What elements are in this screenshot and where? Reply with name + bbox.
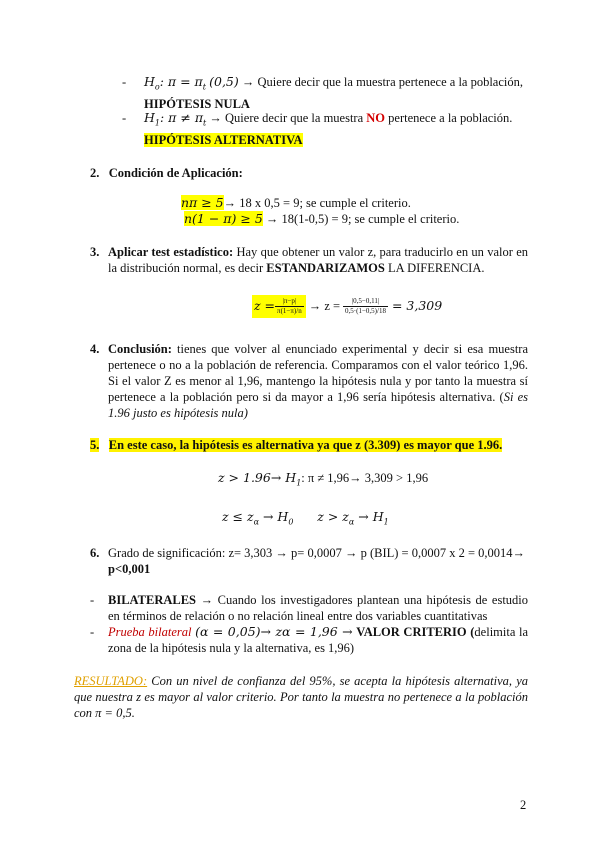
h0-name: HIPÓTESIS NULA — [144, 96, 250, 111]
equation-decision: $z \le z_\alpha \to H_0$ $z > z_\alpha \to H_1$ — [222, 509, 389, 527]
null-hypothesis: - $H_o$: $\pi = \pi_t$ (0,5) → Quiere decir que la muestra pertenece a la población, HIPÓTESIS NULA — [122, 74, 528, 112]
bullet: - — [122, 111, 127, 125]
bilaterales-item: - BILATERALES → Cuando los investigadores plantean una hipótesis de estudio en términos de relación o no relación lineal entre dos variables cuantitativas — [90, 593, 529, 623]
h1-name: HIPÓTESIS ALTERNATIVA — [144, 132, 303, 147]
z-formula: z = $\frac{|\pi-p|}{\pi(1-\pi)/n}$ → z = $\frac{|0,5-0,11|}{0,5\cdot(1-0,5)/18}$ = 3,309 — [252, 289, 442, 323]
alt-hypothesis: - $H_1$: $\pi \ne \pi_t$ → Quiere decir que la muestra NO pertenece a la población. HIPÓTESIS ALTERNATIVA — [122, 110, 513, 147]
condition-line-2: n(1 − π) ≥ 5 → 18(1-0,5) = 9; se cumple el criterio. — [184, 211, 460, 226]
no-emphasis: NO — [366, 111, 386, 125]
resultado: RESULTADO: Con un nivel de confianza del 95%, se acepta la hipótesis alternativa, ya que nuestra z es mayor al valor criterio. Por tanto la muestra no pertenece a la población con π = 0,5. — [74, 674, 528, 720]
section-3: 3. Aplicar test estadístico: Hay que obtener un valor z, para traducirlo en un valor en la distribución normal, es decir ESTANDARIZAMOS LA DIFERENCIA. — [90, 245, 529, 275]
section-2-heading: 2. Condición de Aplicación: — [90, 166, 243, 180]
equation-z-gt: $z > 1.96\to H_1$: π ≠ 1,96→ 3,309 > 1,96 — [218, 470, 429, 488]
bullet: - — [122, 75, 127, 89]
section-6: 6. Grado de significación: z= 3,303 → p= 0,0007 → p (BIL) = 0,0007 x 2 = 0,0014→ p<0,001 — [90, 546, 526, 576]
h0-description: → Quiere decir que la muestra pertenece a la población, — [241, 75, 524, 89]
h0-label: $H_o$ — [144, 74, 160, 92]
page-number: 2 — [520, 798, 527, 812]
section-5: 5. En este caso, la hipótesis es alternativa ya que z (3.309) es mayor que 1.96. — [90, 438, 503, 452]
condition-line-1: nπ ≥ 5→ 18 x 0,5 = 9; se cumple el criterio. — [181, 195, 411, 210]
section-4: 4. Conclusión: tienes que volver al enunciado experimental y decir si esa muestra pertenece o no a la población de referencia. Comparamos con el valor teórico 1,96. Si el valor Z es menor al 1,96, mantengo la hipótesis nula y por tanto la muestra sí pertenece a la población pero si da mayor a 1,96 sería hipótesis alternativa. (Si es 1.96 justo es hipótesis nula) — [90, 342, 529, 420]
prueba-bilateral-item: - Prueba bilateral (α = 0,05)→ zα = 1,96 → VALOR CRITERIO (delimita la zona de la hipótesis nula y la alternativa, es 1,96) — [90, 624, 529, 655]
resultado-label: RESULTADO: — [74, 674, 148, 688]
